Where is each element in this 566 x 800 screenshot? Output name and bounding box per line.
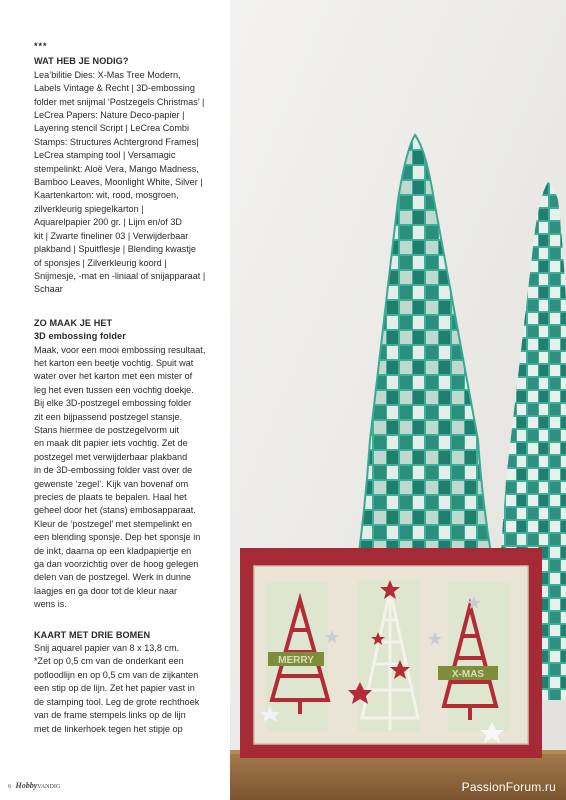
text-line: Bamboo Leaves, Moonlight White, Silver | bbox=[34, 177, 203, 188]
text-line: plakband | Spuitflesje | Blending kwastje bbox=[34, 244, 196, 255]
text-line: Kleur de ‘postzegel’ met stempelinkt en bbox=[34, 518, 192, 529]
text-line: postzegel met verwijderbaar plakband bbox=[34, 451, 188, 462]
text-line: geheel door het (stans) embosapparaat. bbox=[34, 505, 196, 516]
text-line: zilverkleurig spiegelkarton | bbox=[34, 203, 144, 214]
text-line: Maak, voor een mooi embossing resultaat, bbox=[34, 344, 206, 355]
text-line: of sponsjes | Zilverkleurig koord | bbox=[34, 257, 167, 268]
text-line: Layering stencil Script | LeCrea Combi bbox=[34, 123, 190, 134]
xmas-label-text: X-MAS bbox=[451, 669, 485, 680]
howto-heading: ZO MAAK JE HET bbox=[34, 317, 113, 328]
craft-photo bbox=[230, 0, 566, 800]
merry-label-text: MERRY bbox=[278, 655, 314, 666]
text-line: *Zet op 0,5 cm van de onderkant een bbox=[34, 656, 184, 667]
page-footer bbox=[8, 781, 60, 790]
card-section bbox=[34, 629, 230, 736]
text-line: en maak dit papier iets vochtig. Zet de bbox=[34, 438, 188, 449]
howto-subheading: 3D embossing folder bbox=[34, 331, 126, 342]
text-line: een stip op de lijn. Zet het papier vast in bbox=[34, 683, 195, 694]
text-line: precies de plaats te bepalen. Haal het bbox=[34, 492, 187, 502]
text-line: de stamping tool. Leg de grote rechthoek bbox=[34, 696, 200, 707]
article-text-column bbox=[34, 40, 230, 736]
text-line: stempelinkt: Aloë Vera, Mango Madness, bbox=[34, 163, 199, 174]
text-line: met de linkerhoek tegen het stipje op bbox=[34, 723, 183, 734]
materials-list bbox=[34, 69, 230, 297]
text-line: het karton een beetje vochtig. Spuit wat bbox=[34, 357, 194, 368]
text-line: folder met snijmal ‘Postzegels Christmas’ | bbox=[34, 96, 205, 107]
text-line: Stamps: Structures Achtergrond Frames| bbox=[34, 136, 199, 147]
text-line: Stans hiermee de postzegelvorm uit bbox=[34, 424, 180, 435]
text-line: Lea’bilitie Dies: X-Mas Tree Modern, bbox=[34, 69, 181, 80]
text-line: Schaar bbox=[34, 284, 63, 295]
text-line: delen van de postzegel. Werk in dunne bbox=[34, 572, 192, 583]
photo-illustration bbox=[230, 0, 566, 800]
text-line: laagjes en ga door tot de kleur naar bbox=[34, 585, 178, 596]
text-line: LeCrea Papers: Nature Deco-papier | bbox=[34, 110, 185, 121]
materials-heading: WAT HEB JE NODIG? bbox=[34, 56, 129, 67]
text-line: Snijmesje, -mat en -liniaal of snijapparaat | bbox=[34, 270, 206, 281]
text-line: potloodlijn en op 0,5 cm van de zijkanten bbox=[34, 669, 199, 680]
text-line: kit | Zwarte fineliner 03 | Verwijderbaar bbox=[34, 230, 189, 241]
text-line: ga dan voorzichtig over de hoog gelegen bbox=[34, 559, 199, 570]
text-line: gewenste ‘zegel’. Kijk van bovenaf om bbox=[34, 478, 189, 489]
text-line: leg het even tussen een vochtig doekje. bbox=[34, 384, 194, 395]
magazine-brand-suffix: VANDIG bbox=[37, 784, 61, 790]
text-line: een blending sponsje. Dep het sponsje in bbox=[34, 532, 201, 543]
watermark: PassionForum.ru bbox=[461, 780, 556, 794]
text-line: Labels Vintage & Recht | 3D-embossing bbox=[34, 83, 195, 94]
card-heading: KAART MET DRIE BOMEN bbox=[34, 629, 151, 640]
magazine-brand: Hobby bbox=[15, 781, 38, 790]
text-line: zit een bijpassend postzegel stansje. bbox=[34, 411, 183, 422]
text-line: in de 3D-embossing folder vast over de bbox=[34, 465, 193, 476]
text-line: Kaartenkarton: wit, rood, mosgroen, bbox=[34, 190, 179, 201]
christmas-card bbox=[240, 548, 542, 758]
text-line: wens is. bbox=[34, 599, 67, 610]
text-line: water over het karton met een mister of bbox=[34, 371, 193, 382]
page-number: 6 bbox=[8, 784, 11, 790]
text-line: van de frame stempels links op de lijn bbox=[34, 710, 186, 721]
section-ornament: *** bbox=[34, 41, 48, 51]
text-line: Bij elke 3D-postzegel embossing folder bbox=[34, 398, 192, 409]
text-line: de inkt, daarna op een kladpapiertje en bbox=[34, 545, 192, 556]
text-line: LeCrea stamping tool | Versamagic bbox=[34, 150, 176, 161]
text-line: Snij aquarel papier van 8 x 13,8 cm. bbox=[34, 643, 180, 654]
text-line: Aquarelpapier 200 gr. | Lijm en/of 3D bbox=[34, 217, 182, 228]
howto-section bbox=[34, 317, 230, 612]
